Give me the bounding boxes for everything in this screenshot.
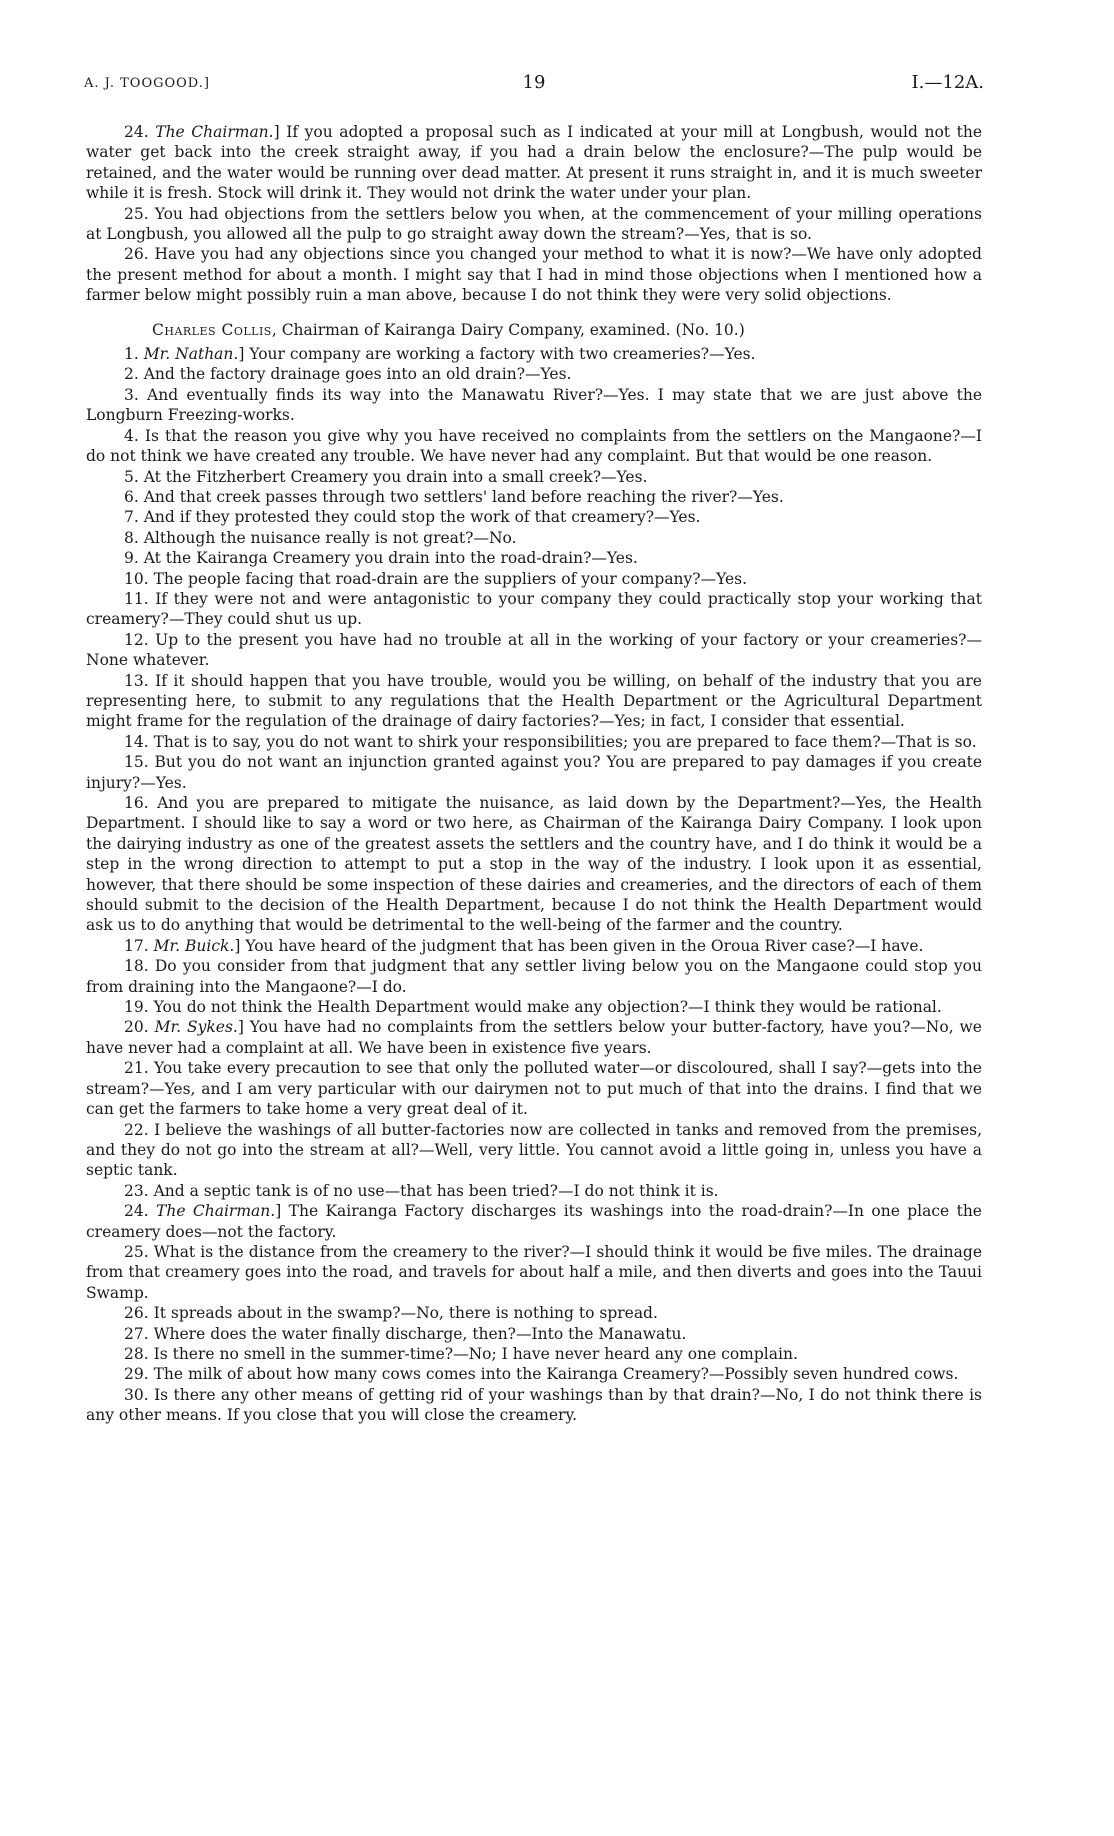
question-paragraph: [86, 1017, 982, 1058]
question-paragraph: [86, 244, 982, 305]
question-paragraph: [86, 589, 982, 630]
question-text: If they were not and were antagonistic to your company they could practically stop your working that creamery?—They could shut us up.: [86, 589, 982, 629]
question-number: 12.: [124, 630, 149, 649]
question-text: You had objections from the settlers below you when, at the commencement of your milling operations at Longbush, you allowed all the pulp to go straight away down the stream?—Yes, that is so.: [86, 204, 982, 244]
question-number: 6.: [124, 487, 139, 506]
question-paragraph: [86, 1242, 982, 1303]
question-text: Is there no smell in the summer-time?—No; I have never heard any one complain.: [153, 1344, 798, 1363]
speaker-name: Mr. Buick.: [153, 936, 235, 955]
question-paragraph: [86, 1058, 982, 1119]
question-text: It spreads about in the swamp?—No, there is nothing to spread.: [153, 1304, 658, 1323]
question-text: The people facing that road-drain are the suppliers of your company?—Yes.: [153, 569, 748, 588]
document-body: [86, 122, 982, 1426]
question-paragraph: [86, 1303, 982, 1323]
testimony-collis: [86, 344, 982, 1426]
question-text: Do you consider from that judgment that any settler living below you on the Mangaone could stop you from draining into the Mangaone?—I do.: [86, 957, 982, 996]
question-text: I believe the washings of all butter-factories now are collected in tanks and removed from the premises, and they do not go into the stream at all?—Well, very little. You cannot avoid a little going in, unless you have a septic tank.: [86, 1120, 982, 1180]
question-number: 27.: [124, 1324, 149, 1343]
question-paragraph: [86, 1181, 982, 1201]
question-number: 29.: [124, 1365, 149, 1384]
question-text: And if they protested they could stop the work of that creamery?—Yes.: [143, 508, 701, 527]
question-paragraph: [86, 204, 982, 245]
question-number: 19.: [124, 998, 149, 1017]
question-paragraph: [86, 507, 982, 527]
question-text: And eventually finds its way into the Manawatu River?—Yes. I may state that we are just above the Longburn Freezing-works.: [86, 385, 982, 425]
question-number: 11.: [124, 589, 149, 608]
question-text: But you do not want an injunction granted against you? You are prepared to pay damages if you create injury?—Yes.: [86, 753, 982, 792]
question-text: And the factory drainage goes into an old drain?—Yes.: [143, 365, 572, 384]
question-number: 24.: [124, 1202, 149, 1221]
question-number: 9.: [124, 549, 139, 568]
question-number: 8.: [124, 528, 139, 547]
question-paragraph: [86, 385, 982, 426]
question-text: ] Your company are working a factory with two creameries?—Yes.: [238, 345, 756, 364]
question-paragraph: [86, 487, 982, 507]
question-paragraph: [86, 956, 982, 997]
question-text: ] You have heard of the judgment that has been given in the Oroua River case?—I have.: [234, 936, 924, 955]
question-number: 28.: [124, 1344, 149, 1363]
question-number: 21.: [124, 1059, 149, 1078]
question-paragraph: [86, 1120, 982, 1181]
question-number: 23.: [124, 1181, 149, 1200]
question-text: At the Fitzherbert Creamery you drain into a small creek?—Yes.: [143, 467, 648, 486]
question-text: Where does the water finally discharge, then?—Into the Manawatu.: [153, 1324, 687, 1343]
question-number: 26.: [124, 1304, 149, 1323]
testimony-continued: [86, 122, 982, 306]
question-number: 26.: [124, 245, 149, 264]
question-text: ] You have had no complaints from the settlers below your butter-factory, have you?—No, we have never had a complaint at all. We have been in existence five years.: [86, 1018, 982, 1057]
question-text: You take every precaution to see that only the polluted water—or discoloured, shall I say?—gets into the stream?—Yes, and I am very particular with our dairymen not to put much of that into the drains. I find that we can get the farmers to take home a very great deal of it.: [86, 1059, 982, 1119]
question-number: 20.: [124, 1018, 149, 1037]
question-paragraph: [86, 364, 982, 384]
document-reference: I.—12A.: [911, 72, 984, 93]
question-paragraph: [86, 122, 982, 204]
question-paragraph: [86, 671, 982, 732]
question-paragraph: [86, 528, 982, 548]
speaker-name: Mr. Nathan.: [143, 345, 239, 364]
question-text: Up to the present you have had no trouble at all in the working of your factory or your creameries?—None whatever.: [86, 630, 982, 670]
question-text: ] The Kairanga Factory discharges its washings into the road-drain?—In one place the creamery does—not the factory.: [86, 1202, 982, 1241]
question-paragraph: [86, 1364, 982, 1384]
page-header: [84, 72, 984, 100]
question-number: 2.: [124, 365, 139, 384]
question-text: And that creek passes through two settlers' land before reaching the river?—Yes.: [143, 487, 784, 506]
question-number: 25.: [124, 204, 149, 223]
header-witness: A. J. TOOGOOD.]: [84, 76, 210, 91]
question-number: 14.: [124, 732, 149, 751]
question-number: 16.: [124, 794, 149, 812]
question-number: 30.: [124, 1385, 149, 1404]
question-paragraph: [86, 569, 982, 589]
page-number: 19: [522, 72, 546, 93]
question-text: ] If you adopted a proposal such as I indicated at your mill at Longbush, would not the water get back into the creek straight away, if you had a drain below the enclosure?—The pulp would be retained, and the water would be running over dead matter. At present it runs straight in, and it is much sweeter while it is fresh. Stock will drink it. They would not drink the water under your plan.: [86, 123, 982, 203]
question-paragraph: [86, 1201, 982, 1242]
question-text: The milk of about how many cows comes into the Kairanga Creamery?—Possibly seven hundred cows.: [153, 1365, 959, 1384]
question-number: 25.: [124, 1242, 149, 1261]
question-number: 3.: [124, 385, 139, 404]
witness-name: Charles Collis: [152, 320, 272, 339]
question-number: 4.: [124, 426, 139, 445]
question-paragraph: [86, 426, 982, 467]
question-text: That is to say, you do not want to shirk your responsibilities; you are prepared to face them?—That is so.: [153, 732, 977, 751]
question-text: What is the distance from the creamery to the river?—I should think it would be five miles. The drainage from that creamery goes into the road, and travels for about half a mile, and then diverts and goes into the Tauui Swamp.: [86, 1242, 982, 1302]
question-number: 13.: [124, 671, 149, 690]
speaker-name: The Chairman.: [156, 1202, 276, 1221]
question-text: Is there any other means of getting rid of your washings than by that drain?—No, I do not think there is any other means. If you close that you will close the creamery.: [86, 1385, 982, 1425]
question-paragraph: [86, 630, 982, 671]
question-text: At the Kairanga Creamery you drain into the road-drain?—Yes.: [143, 549, 638, 568]
question-number: 10.: [124, 569, 149, 588]
question-text: Have you had any objections since you changed your method to what it is now?—We have only adopted the present method for about a month. I might say that I had in mind those objections when I mentioned how a farmer below might possibly ruin a man above, because I do not think they were very solid objections.: [86, 245, 982, 305]
question-text: Although the nuisance really is not great?—No.: [143, 528, 517, 547]
question-paragraph: [86, 793, 982, 936]
question-paragraph: [86, 936, 982, 956]
question-number: 22.: [124, 1120, 149, 1139]
question-paragraph: [86, 344, 982, 364]
question-number: 7.: [124, 508, 139, 527]
speaker-name: Mr. Sykes.: [154, 1018, 238, 1037]
question-number: 15.: [124, 753, 149, 772]
question-text: You do not think the Health Department would make any objection?—I think they would be rational.: [153, 998, 942, 1017]
question-paragraph: [86, 1385, 982, 1426]
question-text: And you are prepared to mitigate the nuisance, as laid down by the Department?—Yes, the Health Department. I should like to say a word or two here, as Chairman of the Kairanga Dairy Company. I look upon the dairying industry as one of the greatest assets the settlers and the country have, and I do think it would be a step in the wrong direction to attempt to put a stop in the way of the industry. I look upon it as essential, however, that there should be some inspection of these dairies and creameries, and the directors of each of them should submit to the decision of the Health Department, because I do not think the Health Department would ask us to do anything that would be detrimental to the well-being of the farmer and the country.: [86, 794, 982, 935]
question-paragraph: [86, 732, 982, 752]
question-number: 5.: [124, 467, 139, 486]
question-number: 17.: [124, 936, 149, 955]
question-number: 1.: [124, 345, 139, 364]
question-paragraph: [86, 1344, 982, 1364]
witness-heading: [86, 320, 982, 340]
speaker-name: The Chairman.: [155, 123, 274, 141]
question-number: 18.: [124, 957, 149, 976]
question-paragraph: [86, 1324, 982, 1344]
question-paragraph: [86, 752, 982, 793]
question-paragraph: [86, 467, 982, 487]
question-text: Is that the reason you give why you have received no complaints from the settlers on the Mangaone?—I do not think we have created any trouble. We have never had any complaint. But that would be one reason.: [86, 426, 982, 466]
question-text: And a septic tank is of no use—that has been tried?—I do not think it is.: [153, 1181, 719, 1200]
question-number: 24.: [124, 123, 149, 141]
question-paragraph: [86, 548, 982, 568]
question-paragraph: [86, 997, 982, 1017]
question-text: If it should happen that you have trouble, would you be willing, on behalf of the industry that you are representing here, to submit to any regulations that the Health Department or the Agricultural Department might frame for the regulation of the drainage of dairy factories?—Yes; in fact, I consider that essential.: [86, 671, 982, 731]
witness-description: , Chairman of Kairanga Dairy Company, examined. (No. 10.): [271, 320, 745, 339]
